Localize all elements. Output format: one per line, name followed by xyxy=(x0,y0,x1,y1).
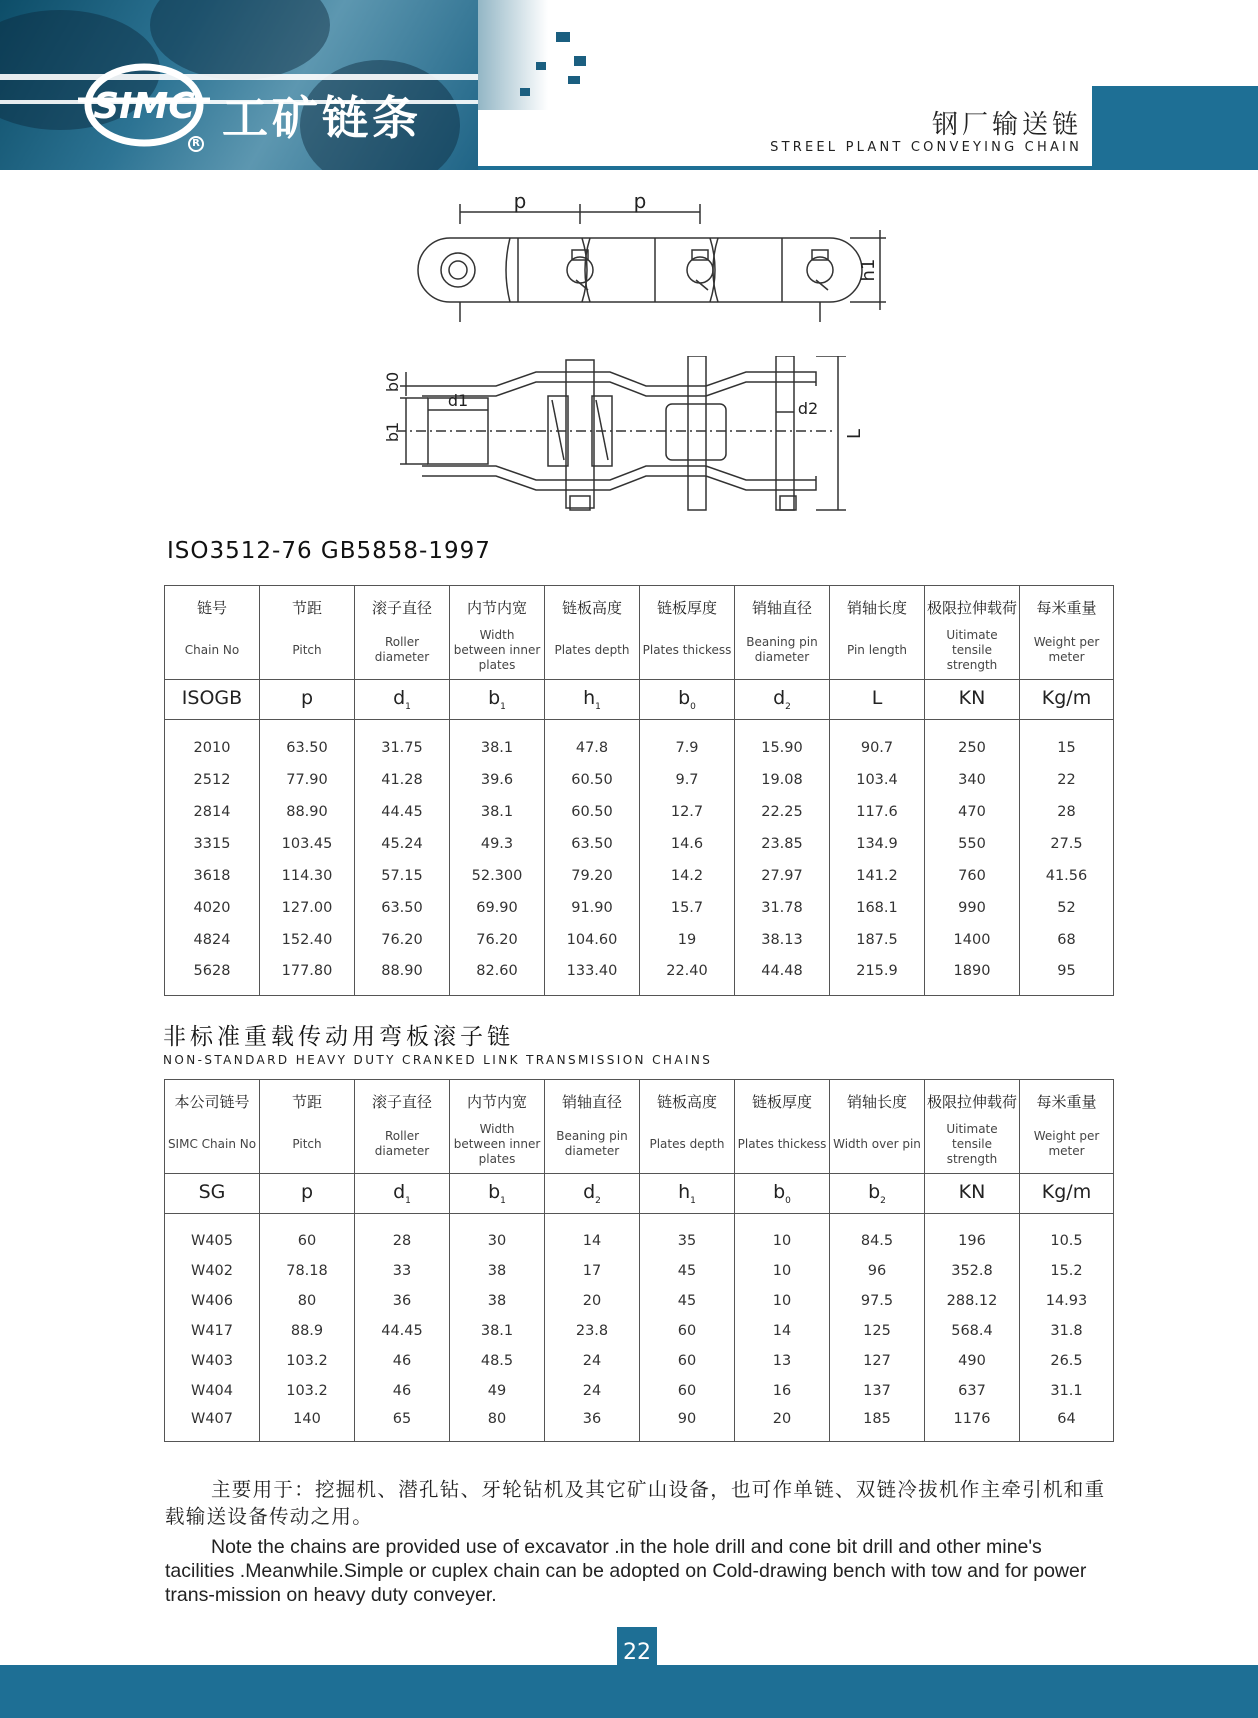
svg-text:SIMC: SIMC xyxy=(93,86,195,127)
registered-mark: R xyxy=(188,136,204,152)
b0-label: b0 xyxy=(383,371,402,393)
table-cell: 78.18 xyxy=(260,1256,355,1286)
symbol-text: d xyxy=(393,1181,406,1204)
table-row xyxy=(165,1286,1114,1316)
col-header-symbol xyxy=(450,1174,545,1214)
pitch-label-2: p xyxy=(633,190,647,213)
col-header-symbol xyxy=(640,1174,735,1214)
col-header-en: Width over pin xyxy=(830,1116,925,1174)
symbol-text: SG xyxy=(198,1181,226,1204)
table-cell: 31.75 xyxy=(355,720,450,764)
col-header-cn: 内节内宽 xyxy=(450,586,545,622)
symbol-text: b xyxy=(488,1181,501,1204)
h1-label: h1 xyxy=(858,258,879,282)
table-cell: 490 xyxy=(925,1346,1020,1376)
symbol-subscript: 1 xyxy=(405,1195,411,1206)
col-header-symbol xyxy=(830,680,925,720)
table-cell: 16 xyxy=(735,1376,830,1406)
col-header-cn: 本公司链号 xyxy=(165,1080,260,1116)
standard-chain-spec-table xyxy=(164,585,1114,996)
table-cell: 103.2 xyxy=(260,1376,355,1406)
L-label: L xyxy=(844,428,865,440)
table-cell: 82.60 xyxy=(450,956,545,996)
chain-side-view-drawing xyxy=(410,190,890,330)
table-cell: 68 xyxy=(1057,931,1076,948)
col-header-en: Weight per meter xyxy=(1033,1129,1100,1159)
table-cell: 80 xyxy=(260,1286,355,1316)
col-header-en: Width between inner plates xyxy=(450,622,545,680)
table-cell: 26.5 xyxy=(1050,1352,1083,1369)
table-cell: 14 xyxy=(545,1214,640,1256)
table-cell: 152.40 xyxy=(260,924,355,956)
symbol-subscript: 0 xyxy=(785,1195,791,1206)
col-header-cn: 链板厚度 xyxy=(735,1080,830,1116)
table-cell: 38 xyxy=(450,1286,545,1316)
table-cell: 27.97 xyxy=(735,860,830,892)
col-header-cn: 链板高度 xyxy=(640,1080,735,1116)
table-cell: 41.28 xyxy=(355,764,450,796)
table-row xyxy=(165,956,1114,996)
table-cell: 760 xyxy=(925,860,1020,892)
table-cell: 15 xyxy=(1057,739,1076,756)
table-cell: 97.5 xyxy=(830,1286,925,1316)
description-en: Note the chains are provided use of excavator .in the hole drill and cone bit drill and other mine's tacilities .Meanwhile.Simple or cuplex chain can be adopted on Cold-drawing bench with tow and for power trans-mission on heavy duty conveyer. xyxy=(165,1536,1087,1606)
table-row xyxy=(165,720,1114,764)
table-cell: 27.5 xyxy=(1050,835,1083,852)
table-cell: 45 xyxy=(640,1286,735,1316)
symbol-subscript: 1 xyxy=(500,1195,506,1206)
col-header-cn: 极限拉伸载荷 xyxy=(925,586,1020,622)
table-cell: 550 xyxy=(925,828,1020,860)
table-cell: 168.1 xyxy=(830,892,925,924)
col-header-symbol xyxy=(355,680,450,720)
table-cell: 84.5 xyxy=(830,1214,925,1256)
table-cell: 45 xyxy=(640,1256,735,1286)
table-cell: 4824 xyxy=(165,924,260,956)
table-cell: 4020 xyxy=(165,892,260,924)
chain-top-view-drawing xyxy=(376,356,916,516)
table-cell: 38.13 xyxy=(735,924,830,956)
table-cell: 117.6 xyxy=(830,796,925,828)
table-cell: 30 xyxy=(450,1214,545,1256)
table-cell: 103.45 xyxy=(260,828,355,860)
header-row-symbol xyxy=(165,1174,1114,1214)
header-row-en xyxy=(165,622,1114,680)
table-cell: 250 xyxy=(925,720,1020,764)
table-cell: 52.300 xyxy=(450,860,545,892)
table-row xyxy=(165,1346,1114,1376)
table-cell: 14.93 xyxy=(1045,1292,1088,1309)
section-title-en: NON-STANDARD HEAVY DUTY CRANKED LINK TRANSMISSION CHAINS xyxy=(163,1053,713,1067)
table-cell: 38.1 xyxy=(450,1316,545,1346)
table-cell: 48.5 xyxy=(450,1346,545,1376)
symbol-text: Kg/m xyxy=(1041,1181,1092,1204)
table-cell: 177.80 xyxy=(260,956,355,996)
symbol-text: ISOGB xyxy=(181,687,243,710)
table-row xyxy=(165,1256,1114,1286)
table-cell: 288.12 xyxy=(925,1286,1020,1316)
table-row xyxy=(165,764,1114,796)
table-row xyxy=(165,796,1114,828)
table-cell: 90.7 xyxy=(830,720,925,764)
table-cell: 88.90 xyxy=(355,956,450,996)
table-cell: W407 xyxy=(165,1406,260,1442)
table-row xyxy=(165,1214,1114,1256)
col-header-cn: 销轴直径 xyxy=(545,1080,640,1116)
table-row xyxy=(165,1316,1114,1346)
table-cell: 31.8 xyxy=(1050,1322,1083,1339)
table-cell: W402 xyxy=(165,1256,260,1286)
table-cell: 470 xyxy=(925,796,1020,828)
table-cell: 215.9 xyxy=(830,956,925,996)
table-row xyxy=(165,892,1114,924)
col-header-en: SIMC Chain No xyxy=(165,1116,260,1174)
table-cell: 80 xyxy=(450,1406,545,1442)
table-cell: 10.5 xyxy=(1050,1232,1083,1249)
standard-label: ISO3512-76 GB5858-1997 xyxy=(167,538,491,564)
symbol-text: Kg/m xyxy=(1041,687,1092,710)
table-cell: 127 xyxy=(830,1346,925,1376)
col-header-en: Plates depth xyxy=(640,1116,735,1174)
table-cell: 187.5 xyxy=(830,924,925,956)
col-header-cn: 滚子直径 xyxy=(355,1080,450,1116)
table-cell: 60 xyxy=(640,1376,735,1406)
col-header-cn: 链板厚度 xyxy=(640,586,735,622)
table-cell: 133.40 xyxy=(545,956,640,996)
footer-bar xyxy=(0,1665,1258,1718)
table-cell: 15.90 xyxy=(735,720,830,764)
table-cell: 63.50 xyxy=(545,828,640,860)
col-header-en: Width between inner plates xyxy=(450,1116,545,1174)
table-cell: 10 xyxy=(735,1256,830,1286)
col-header-en: Roller diameter xyxy=(355,1116,450,1174)
col-header-cn: 节距 xyxy=(260,586,355,622)
pitch-label-1: p xyxy=(513,190,527,213)
table-cell: 340 xyxy=(925,764,1020,796)
table-cell: 127.00 xyxy=(260,892,355,924)
table-cell: 19 xyxy=(640,924,735,956)
col-header-cn: 销轴直径 xyxy=(735,586,830,622)
col-header-symbol xyxy=(450,680,545,720)
symbol-subscript: 1 xyxy=(690,1195,696,1206)
table-cell: 637 xyxy=(925,1376,1020,1406)
symbol-text: KN xyxy=(958,1181,986,1204)
table-cell: W406 xyxy=(165,1286,260,1316)
table-cell: 69.90 xyxy=(450,892,545,924)
table-cell: 49 xyxy=(450,1376,545,1406)
table-cell: 9.7 xyxy=(640,764,735,796)
col-header-en: Plates thickess xyxy=(640,622,735,680)
col-header-cn: 销轴长度 xyxy=(830,1080,925,1116)
table-cell: 2010 xyxy=(165,720,260,764)
col-header-cn: 链号 xyxy=(165,586,260,622)
table-cell: 38.1 xyxy=(450,720,545,764)
table-cell: 20 xyxy=(735,1406,830,1442)
table-cell: 60 xyxy=(260,1214,355,1256)
table-cell: 41.56 xyxy=(1045,867,1088,884)
col-header-symbol xyxy=(830,1174,925,1214)
symbol-subscript: 2 xyxy=(880,1195,886,1206)
table-cell: 96 xyxy=(830,1256,925,1286)
table-cell: 140 xyxy=(260,1406,355,1442)
col-header-en: Beaning pin diameter xyxy=(545,1116,640,1174)
table-cell: 63.50 xyxy=(260,720,355,764)
col-header-en: Pin length xyxy=(830,622,925,680)
table-cell: 64 xyxy=(1057,1411,1076,1428)
table-cell: 15.7 xyxy=(640,892,735,924)
table-cell: 568.4 xyxy=(925,1316,1020,1346)
col-header-en: Beaning pin diameter xyxy=(735,622,830,680)
table-cell: 10 xyxy=(735,1214,830,1256)
table-cell: 137 xyxy=(830,1376,925,1406)
col-header-cn: 链板高度 xyxy=(545,586,640,622)
col-header-symbol xyxy=(165,1174,260,1214)
table-cell: 22 xyxy=(1057,771,1076,788)
table-cell: 23.85 xyxy=(735,828,830,860)
table-cell: 19.08 xyxy=(735,764,830,796)
col-header-en: Weight per meter xyxy=(1033,635,1100,665)
symbol-text: d xyxy=(773,687,786,710)
table-cell: 10 xyxy=(735,1286,830,1316)
col-header-cn: 极限拉伸载荷 xyxy=(925,1080,1020,1116)
table-cell: 76.20 xyxy=(450,924,545,956)
table-cell: 90 xyxy=(640,1406,735,1442)
table-cell: 91.90 xyxy=(545,892,640,924)
table-cell: 35 xyxy=(640,1214,735,1256)
table-cell: 14.6 xyxy=(640,828,735,860)
page-title-en: STREEL PLANT CONVEYING CHAIN xyxy=(770,140,1082,155)
table-cell: 24 xyxy=(545,1346,640,1376)
symbol-text: b xyxy=(488,687,501,710)
table-cell: 77.90 xyxy=(260,764,355,796)
d1-label: d1 xyxy=(447,391,469,410)
col-header-cn: 每米重量 xyxy=(1036,599,1097,618)
col-header-symbol xyxy=(260,680,355,720)
col-header-cn: 滚子直径 xyxy=(355,586,450,622)
table-cell: 20 xyxy=(545,1286,640,1316)
table-cell: 5628 xyxy=(165,956,260,996)
col-header-en: Pitch xyxy=(260,1116,355,1174)
table-cell: 2512 xyxy=(165,764,260,796)
table-cell: 95 xyxy=(1057,963,1076,980)
table-row xyxy=(165,924,1114,956)
col-header-symbol xyxy=(165,680,260,720)
symbol-subscript: 2 xyxy=(595,1195,601,1206)
table-row xyxy=(165,1406,1114,1442)
table-cell: 14.2 xyxy=(640,860,735,892)
symbol-subscript: 1 xyxy=(500,701,506,712)
symbol-text: d xyxy=(583,1181,596,1204)
table-cell: 60.50 xyxy=(545,764,640,796)
col-header-symbol xyxy=(545,1174,640,1214)
col-header-symbol xyxy=(1020,680,1114,720)
col-header-cn: 每米重量 xyxy=(1036,1093,1097,1112)
symbol-text: h xyxy=(583,687,596,710)
table-cell: 60 xyxy=(640,1316,735,1346)
table-cell: 36 xyxy=(545,1406,640,1442)
table-cell: 46 xyxy=(355,1346,450,1376)
table-cell: 1890 xyxy=(925,956,1020,996)
col-header-en: Uitimate tensile strength xyxy=(925,622,1020,680)
table-cell: W405 xyxy=(165,1214,260,1256)
symbol-text: b xyxy=(678,687,691,710)
symbol-text: b xyxy=(773,1181,786,1204)
table-cell: 14 xyxy=(735,1316,830,1346)
table-cell: 185 xyxy=(830,1406,925,1442)
table-cell: 45.24 xyxy=(355,828,450,860)
table-cell: 47.8 xyxy=(545,720,640,764)
col-header-cn: 销轴长度 xyxy=(830,586,925,622)
table-cell: 76.20 xyxy=(355,924,450,956)
page-header xyxy=(0,0,1258,172)
table-row xyxy=(165,1376,1114,1406)
col-header-cn: 节距 xyxy=(260,1080,355,1116)
table-cell: 63.50 xyxy=(355,892,450,924)
col-header-symbol xyxy=(735,680,830,720)
symbol-text: KN xyxy=(958,687,986,710)
table-cell: 13 xyxy=(735,1346,830,1376)
col-header-symbol xyxy=(640,680,735,720)
description-cn: 主要用于：挖掘机、潜孔钻、牙轮钻机及其它矿山设备，也可作单链、双链冷拔机作主牵引机和重载输送设备传动之用。 xyxy=(165,1478,1106,1528)
symbol-text: L xyxy=(871,687,883,710)
simc-logo xyxy=(78,60,210,150)
table-cell: 52 xyxy=(1057,899,1076,916)
table-cell: 60.50 xyxy=(545,796,640,828)
table-cell: 1176 xyxy=(925,1406,1020,1442)
table-row xyxy=(165,860,1114,892)
table-cell: 49.3 xyxy=(450,828,545,860)
table-cell: W417 xyxy=(165,1316,260,1346)
b1-label: b1 xyxy=(383,421,402,443)
symbol-text: p xyxy=(300,687,314,710)
table-cell: 88.9 xyxy=(260,1316,355,1346)
col-header-en: Plates thickess xyxy=(735,1116,830,1174)
table-cell: 352.8 xyxy=(925,1256,1020,1286)
col-header-en: Plates depth xyxy=(545,622,640,680)
table-cell: 103.4 xyxy=(830,764,925,796)
col-header-symbol xyxy=(925,680,1020,720)
table-cell: 7.9 xyxy=(640,720,735,764)
table-cell: 125 xyxy=(830,1316,925,1346)
table-cell: 196 xyxy=(925,1214,1020,1256)
table-cell: 44.45 xyxy=(355,796,450,828)
col-header-cn: 内节内宽 xyxy=(450,1080,545,1116)
symbol-text: b xyxy=(868,1181,881,1204)
table-cell: 1400 xyxy=(925,924,1020,956)
table-cell: 44.45 xyxy=(355,1316,450,1346)
header-row-cn xyxy=(165,1080,1114,1116)
table-cell: 15.2 xyxy=(1050,1262,1083,1279)
symbol-text: p xyxy=(300,1181,314,1204)
col-header-symbol xyxy=(355,1174,450,1214)
table-cell: 38 xyxy=(450,1256,545,1286)
non-standard-chain-spec-table xyxy=(164,1079,1114,1442)
header-row-symbol xyxy=(165,680,1114,720)
col-header-en: Pitch xyxy=(260,622,355,680)
header-accent-bar xyxy=(1092,86,1258,170)
table-cell: 22.25 xyxy=(735,796,830,828)
table-cell: 39.6 xyxy=(450,764,545,796)
col-header-en: Chain No xyxy=(165,622,260,680)
table-cell: 88.90 xyxy=(260,796,355,828)
page-number: 22 xyxy=(623,1640,651,1665)
table-cell: 23.8 xyxy=(545,1316,640,1346)
symbol-subscript: 1 xyxy=(405,701,411,712)
page-title-cn: 钢厂输送链 xyxy=(931,110,1082,140)
col-header-en: Uitimate tensile strength xyxy=(925,1116,1020,1174)
table-cell: 103.2 xyxy=(260,1346,355,1376)
table-row xyxy=(165,828,1114,860)
header-row-cn xyxy=(165,586,1114,622)
table-cell: 12.7 xyxy=(640,796,735,828)
header-rule xyxy=(478,166,1258,170)
symbol-text: h xyxy=(678,1181,691,1204)
col-header-symbol xyxy=(260,1174,355,1214)
table-cell: 46 xyxy=(355,1376,450,1406)
symbol-text: d xyxy=(393,687,406,710)
table-cell: 24 xyxy=(545,1376,640,1406)
table-cell: 3618 xyxy=(165,860,260,892)
d2-label: d2 xyxy=(797,399,819,418)
table-cell: 990 xyxy=(925,892,1020,924)
symbol-subscript: 1 xyxy=(595,701,601,712)
table-cell: 3315 xyxy=(165,828,260,860)
table-cell: 33 xyxy=(355,1256,450,1286)
col-header-symbol xyxy=(545,680,640,720)
table-cell: 28 xyxy=(355,1214,450,1256)
table-cell: 36 xyxy=(355,1286,450,1316)
table-cell: 60 xyxy=(640,1346,735,1376)
col-header-en: Roller diameter xyxy=(355,622,450,680)
header-row-en xyxy=(165,1116,1114,1174)
table-cell: 65 xyxy=(355,1406,450,1442)
table-cell: 17 xyxy=(545,1256,640,1286)
col-header-symbol xyxy=(735,1174,830,1214)
table-cell: 104.60 xyxy=(545,924,640,956)
symbol-subscript: 2 xyxy=(785,701,791,712)
brand-name: 工矿链条 xyxy=(222,91,422,145)
table-cell: 134.9 xyxy=(830,828,925,860)
table-cell: 44.48 xyxy=(735,956,830,996)
table-cell: 38.1 xyxy=(450,796,545,828)
section-title-cn: 非标准重载传动用弯板滚子链 xyxy=(163,1024,514,1050)
table-cell: 31.78 xyxy=(735,892,830,924)
table-cell: 31.1 xyxy=(1050,1382,1083,1399)
symbol-subscript: 0 xyxy=(690,701,696,712)
table-cell: 79.20 xyxy=(545,860,640,892)
table-cell: 141.2 xyxy=(830,860,925,892)
table-cell: 28 xyxy=(1057,803,1076,820)
col-header-symbol xyxy=(925,1174,1020,1214)
table-cell: 22.40 xyxy=(640,956,735,996)
col-header-symbol xyxy=(1020,1174,1114,1214)
table-cell: 57.15 xyxy=(355,860,450,892)
table-cell: 114.30 xyxy=(260,860,355,892)
table-cell: W403 xyxy=(165,1346,260,1376)
table-cell: W404 xyxy=(165,1376,260,1406)
table-cell: 2814 xyxy=(165,796,260,828)
